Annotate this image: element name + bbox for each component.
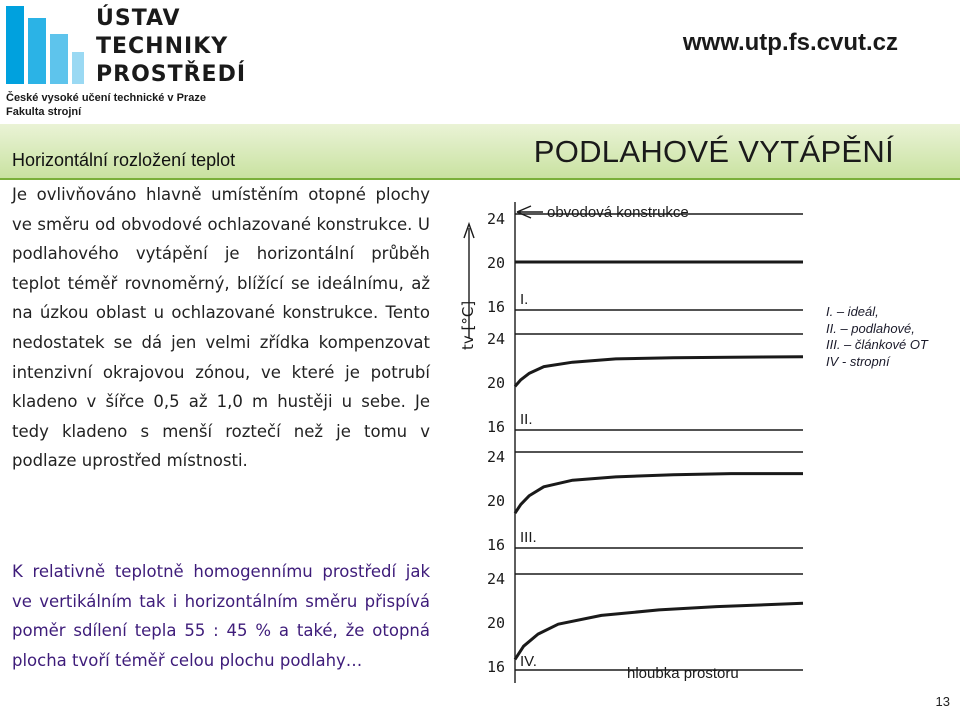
panel-label: III. xyxy=(520,529,537,546)
panel-label: II. xyxy=(520,411,533,428)
y-tick-label: 24 xyxy=(487,210,506,228)
site-url[interactable]: www.utp.fs.cvut.cz xyxy=(682,29,898,56)
slide-title: PODLAHOVÉ VYTÁPĚNÍ xyxy=(533,134,894,169)
logo-mark xyxy=(6,6,86,86)
y-tick-label: 20 xyxy=(487,374,506,392)
y-tick-label: 20 xyxy=(487,254,506,272)
logo-line-3: PROSTŘEDÍ xyxy=(96,62,247,87)
paragraph-horizontal-distribution: Je ovlivňováno hlavně umístěním otopné plochy ve směru od obvodové ochlazované konstrukce. U podlahového vytápění je horizontální průběh teplot téměř rovnoměrný, blížící se ideálnímu, až na úzkou oblast u ochlazované konstrukce. Tento nedostatek se dá jen velmi zřídka kompenzovat intenzivní okrajovou zónou, ve které je potrubí kladeno v šířce 0,5 až 1,0 m hustěji u sebe. Je tedy kladeno s menší roztečí než je tomu v podlaze uprostřed místnosti. xyxy=(12,185,430,471)
y-tick-label: 24 xyxy=(487,448,506,466)
y-tick-label: 16 xyxy=(487,418,506,436)
panel-label: I. xyxy=(520,291,529,308)
legend-item-floor: II. – podlahové, xyxy=(826,320,915,336)
legend-item-ceiling: IV - stropní xyxy=(826,353,890,369)
annotation-text: obvodová konstrukce xyxy=(547,204,689,221)
y-tick-label: 16 xyxy=(487,298,506,316)
y-tick-label: 16 xyxy=(487,658,506,676)
logo-university: České vysoké učení technické v Praze xyxy=(6,92,206,104)
y-tick-label: 24 xyxy=(487,330,506,348)
y-tick-label: 20 xyxy=(487,492,506,510)
y-tick-label: 20 xyxy=(487,614,506,632)
panel-label: IV. xyxy=(520,653,537,670)
chart-legend xyxy=(826,304,928,370)
legend-item-radiator: III. – článkové OT xyxy=(826,337,928,352)
page-number: 13 xyxy=(935,694,950,709)
logo-line-1: ÚSTAV xyxy=(96,6,181,31)
y-axis-label: tv [°C] xyxy=(459,300,477,350)
utp-logo xyxy=(6,4,247,120)
section-title: Horizontální rozložení teplot xyxy=(12,150,236,170)
temperature-chart xyxy=(455,188,810,693)
legend-item-ideal: I. – ideál, xyxy=(826,304,879,319)
logo-line-2: TECHNIKY xyxy=(96,34,229,59)
logo-faculty: Fakulta strojní xyxy=(6,106,82,118)
y-tick-label: 24 xyxy=(487,570,506,588)
y-tick-label: 16 xyxy=(487,536,506,554)
paragraph-homogeneity: K relativně teplotně homogennímu prostředí jak ve vertikálním tak i horizontálním směru přispívá poměr sdílení tepla 55 : 45 % a také, že otopná plocha tvoří téměř celou plochu podlahy… xyxy=(12,562,430,670)
x-axis-label: hloubka prostoru xyxy=(627,665,739,682)
